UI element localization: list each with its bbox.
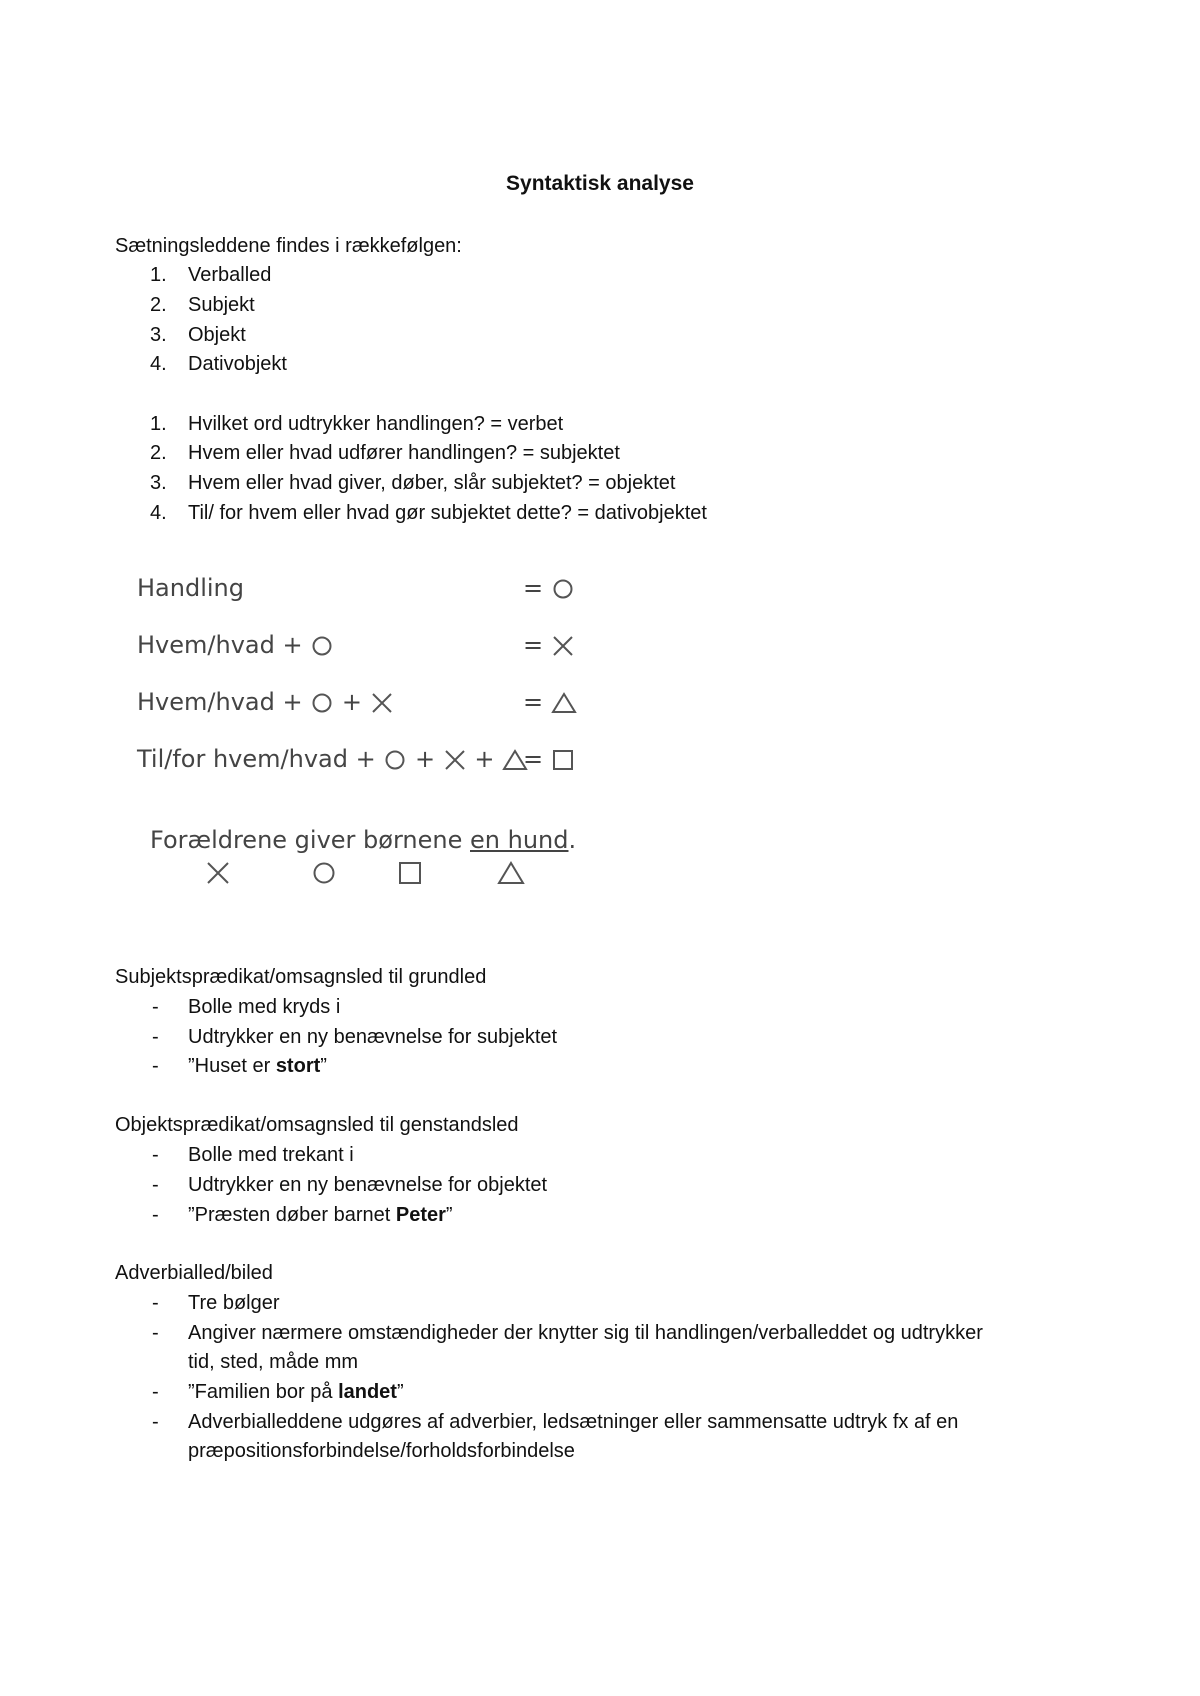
legend-label-handling: Handling [137, 574, 244, 602]
legend-equals: = [523, 745, 575, 773]
bullet-dash: - [152, 1381, 159, 1403]
order-number: 3. [150, 324, 167, 346]
bullet-item: Tre bølger [188, 1292, 280, 1314]
bullet-item: Udtrykker en ny benævnelse for objektet [188, 1174, 548, 1196]
question-number: 4. [150, 502, 167, 524]
bullet-dash: - [152, 1411, 159, 1433]
order-item: Dativobjekt [188, 353, 287, 375]
page-title: Syntaktisk analyse [506, 172, 694, 195]
bullet-dash: - [152, 1026, 159, 1048]
order-intro: Sætningsleddene findes i rækkefølgen: [115, 235, 462, 257]
question-item: Hvilket ord udtrykker handlingen? = verbet [188, 413, 564, 435]
cross-icon [443, 748, 467, 772]
circle-icon [383, 748, 407, 772]
circle-icon [551, 577, 575, 601]
example-sentence: Forældrene giver børnene en hund. [150, 826, 577, 854]
legend-equals: = [523, 688, 577, 716]
order-item: Objekt [188, 324, 246, 346]
bullet-dash: - [152, 1144, 159, 1166]
bullet-item: Bolle med trekant i [188, 1144, 354, 1166]
order-number: 2. [150, 294, 167, 316]
legend-equals: = [523, 631, 575, 659]
bullet-item: Udtrykker en ny benævnelse for subjektet [188, 1026, 558, 1048]
square-icon [397, 860, 423, 891]
question-item: Hvem eller hvad udfører handlingen? = subjektet [188, 442, 620, 464]
square-icon [551, 748, 575, 772]
legend-label-til-for: Til/for hvem/hvad + + + [137, 745, 528, 773]
bullet-dash: - [152, 1204, 159, 1226]
circle-icon [311, 860, 337, 891]
question-number: 1. [150, 413, 167, 435]
cross-icon [551, 634, 575, 658]
question-number: 3. [150, 472, 167, 494]
order-item: Subjekt [188, 294, 255, 316]
bullet-item-line1: Angiver nærmere omstændigheder der knytter sig til handlingen/verballeddet og udtrykker [188, 1322, 983, 1344]
bullet-dash: - [152, 1055, 159, 1077]
bullet-item-line1: Adverbialleddene udgøres af adverbier, ledsætninger eller sammensatte udtryk fx af en [188, 1411, 959, 1433]
section-heading-objektspraedikat: Objektsprædikat/omsagnsled til genstandsled [115, 1114, 519, 1136]
question-number: 2. [150, 442, 167, 464]
bullet-dash: - [152, 1174, 159, 1196]
cross-icon [370, 691, 394, 715]
question-item: Hvem eller hvad giver, døber, slår subjektet? = objektet [188, 472, 676, 494]
bullet-item-example: ”Præsten døber barnet Peter” [188, 1204, 453, 1226]
bullet-item-example: ”Familien bor på landet” [188, 1381, 404, 1403]
legend-label-hvem-hvad-circle-cross: Hvem/hvad + + [137, 688, 394, 716]
order-item: Verballed [188, 264, 272, 286]
cross-icon [205, 860, 231, 891]
bullet-item-example: ”Huset er stort” [188, 1055, 327, 1077]
order-number: 4. [150, 353, 167, 375]
circle-icon [310, 691, 334, 715]
circle-icon [310, 634, 334, 658]
bullet-dash: - [152, 996, 159, 1018]
bullet-dash: - [152, 1292, 159, 1314]
legend-equals: = [523, 574, 575, 602]
bullet-item-line2: præpositionsforbindelse/forholdsforbindelse [188, 1440, 575, 1462]
bullet-dash: - [152, 1322, 159, 1344]
bullet-item: Bolle med kryds i [188, 996, 341, 1018]
section-heading-subjektspraedikat: Subjektsprædikat/omsagnsled til grundled [115, 966, 487, 988]
question-item: Til/ for hvem eller hvad gør subjektet dette? = dativobjektet [188, 502, 707, 524]
section-heading-adverbialled: Adverbialled/biled [115, 1262, 273, 1284]
legend-label-hvem-hvad: Hvem/hvad + [137, 631, 334, 659]
triangle-icon [497, 860, 525, 891]
order-number: 1. [150, 264, 167, 286]
triangle-icon [551, 691, 577, 715]
bullet-item-line2: tid, sted, måde mm [188, 1351, 359, 1373]
